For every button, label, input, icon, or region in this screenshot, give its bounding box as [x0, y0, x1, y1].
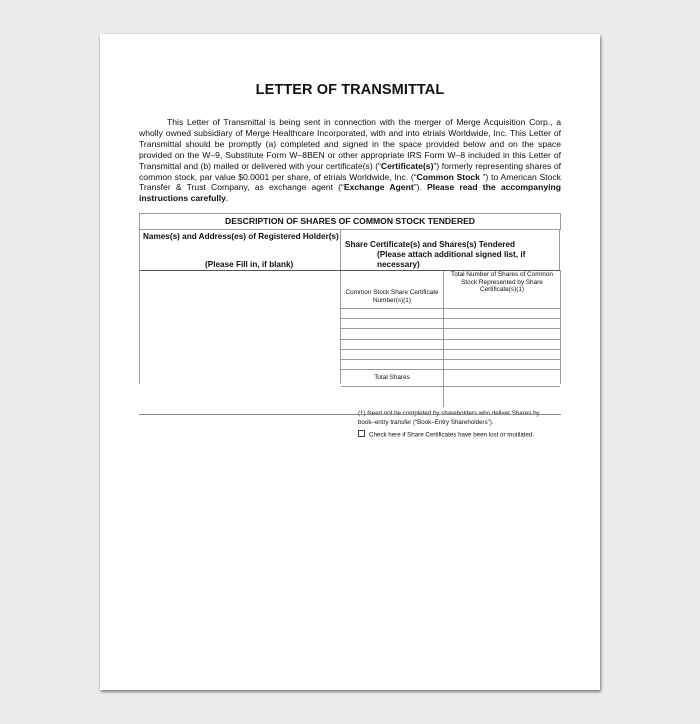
intro-paragraph: [139, 117, 561, 204]
intro-bold-certificates: Certificate(s): [380, 160, 434, 171]
share-count-cell[interactable]: [444, 360, 560, 369]
total-shares-cell[interactable]: [444, 370, 560, 385]
certificates-note: (Please attach additional signed list, if necessary): [377, 250, 526, 269]
registered-holder-label: Names(s) and Address(es) of Registered Holder(s): [143, 232, 339, 241]
total-shares-label: Total Shares: [374, 374, 410, 381]
certificate-number-cell[interactable]: [341, 319, 443, 328]
share-count-cell[interactable]: [444, 319, 560, 328]
share-count-cell[interactable]: [444, 340, 560, 349]
table-bottom-rule: [139, 414, 561, 415]
certificate-number-column-header: [341, 271, 443, 308]
lost-certificates-label: Check here if Share Certificates have been lost or mutilated.: [369, 431, 535, 439]
table-left-border: [139, 270, 140, 384]
intro-bold-common-stock: Common Stock: [416, 171, 483, 182]
intro-text-3: ”) to American Stock Transfer & Trust Company, as exchange agent (“: [139, 171, 561, 193]
share-count-cell[interactable]: [444, 329, 560, 338]
table-header: DESCRIPTION OF SHARES OF COMMON STOCK TENDERED: [139, 213, 561, 230]
intro-bold-instructions: Please read the accompanying instructions carefully: [139, 182, 561, 204]
footnote-1-continued: book–entry transfer (“Book–Entry Shareholders”).: [358, 419, 494, 427]
lost-certificates-row: [341, 430, 560, 440]
document-page: [100, 34, 600, 690]
intro-text-1: This Letter of Transmittal is being sent in connection with the merger of Merge Acquisition Corp., a wholly owned subsidiary of Merge Healthcare Incorporated, with and into etrials Worldwide, Inc. This Letter of Transmittal should be promptly (a) completed and signed in the space provided below and on the space provided on the W–9, Substitute Form W–8BEN or other appropriate IRS Form W–8 included in this Letter of Transmittal and (b) mailed or delivered with your certificate(s) (“: [139, 117, 561, 171]
certificate-number-cell[interactable]: [341, 350, 443, 359]
certificates-header: [341, 229, 560, 270]
intro-bold-exchange-agent: Exchange Agent: [343, 182, 414, 193]
document-title: LETTER OF TRANSMITTAL: [255, 82, 445, 98]
certificate-number-label: Common Stock Share Certificate Number(s)(1): [345, 289, 439, 305]
lost-certificates-checkbox[interactable]: [358, 430, 365, 437]
registered-holder-header: [139, 229, 340, 270]
share-count-cell[interactable]: [444, 350, 560, 359]
intro-text-2: ”) formerly representing shares of common stock, par value $0.0001 per share, of etrials Worldwide, Inc. (“: [139, 160, 561, 182]
table-right-border: [560, 270, 561, 384]
certificates-label: Share Certificate(s) and Shares(s) Tendered: [345, 240, 516, 249]
grid-row-line: [341, 386, 560, 387]
certificate-number-cell[interactable]: [341, 360, 443, 369]
share-count-cell[interactable]: [444, 309, 560, 318]
certificate-number-cell[interactable]: [341, 309, 443, 318]
total-shares-column-header: Total Number of Shares of Common Stock Represented by Share Certificate(s)(1): [451, 271, 553, 294]
registered-holder-field[interactable]: [142, 273, 336, 381]
certificate-number-cell[interactable]: [341, 329, 443, 338]
registered-holder-note: (Please Fill in, if blank): [205, 260, 294, 269]
intro-text-4: ”).: [413, 182, 427, 193]
intro-text-5: .: [225, 193, 229, 204]
certificate-number-cell[interactable]: [341, 340, 443, 349]
